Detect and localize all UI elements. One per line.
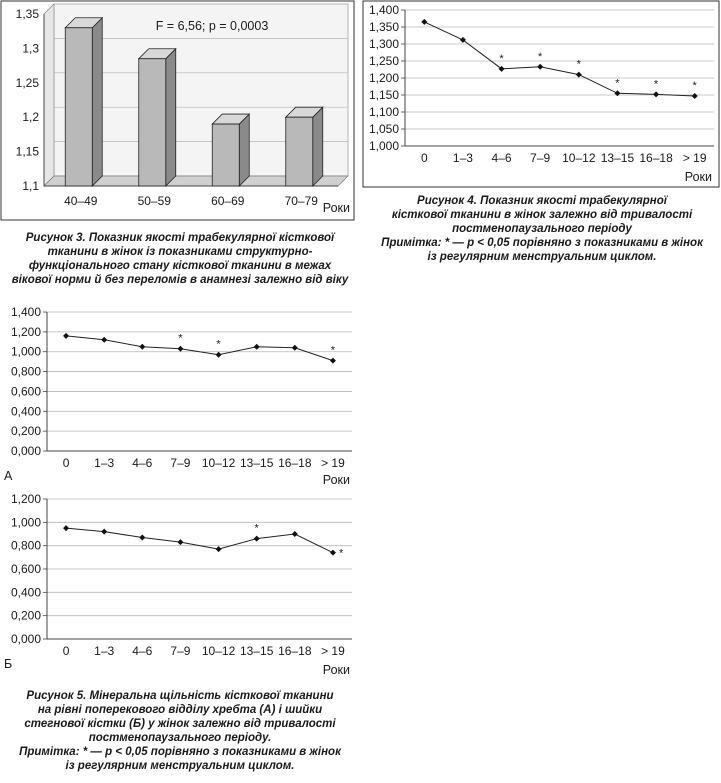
y-tick-label: 1,000 bbox=[10, 344, 41, 359]
chart-side-wall bbox=[44, 4, 54, 186]
y-tick-label: 0,600 bbox=[10, 562, 41, 576]
bar-side bbox=[313, 107, 323, 186]
caption-line: Рисунок 5. Мінеральна щільність кісткової тканини bbox=[26, 690, 334, 702]
caption-line: функціонального стану кісткової тканини в межах bbox=[28, 260, 332, 272]
x-tick-label: 16–18 bbox=[278, 456, 312, 470]
x-tick-label: 16–18 bbox=[639, 151, 673, 165]
y-tick-label: 1,050 bbox=[368, 122, 399, 136]
x-tick-label: > 19 bbox=[321, 644, 345, 658]
data-point bbox=[101, 337, 107, 343]
y-tick-label: 0,000 bbox=[10, 444, 41, 458]
data-point bbox=[177, 346, 183, 352]
x-tick-label: 40–49 bbox=[64, 194, 98, 208]
data-point bbox=[254, 536, 260, 542]
x-tick-label: 10–12 bbox=[201, 644, 236, 658]
caption-line: із регулярним менструальним циклом. bbox=[427, 251, 657, 263]
x-tick-label: 1–3 bbox=[94, 644, 115, 658]
data-point bbox=[292, 345, 298, 351]
significance-star: * bbox=[338, 547, 344, 560]
data-point bbox=[292, 531, 298, 537]
x-axis-label: Роки bbox=[322, 201, 350, 215]
caption-line: стегнової кістки (Б) у жінок залежно від тривалості bbox=[24, 718, 336, 730]
data-point bbox=[63, 333, 69, 339]
caption-line: Рисунок 4. Показник якості трабекулярної bbox=[417, 195, 667, 207]
panel-label: Б bbox=[4, 657, 13, 671]
y-tick-label: 1,400 bbox=[368, 3, 399, 17]
x-tick-label: 4–6 bbox=[132, 644, 153, 658]
y-tick-label: 1,200 bbox=[368, 71, 399, 85]
y-tick-label: 1,3 bbox=[22, 41, 39, 56]
figure-3-caption bbox=[0, 231, 360, 287]
y-tick-label: 1,25 bbox=[15, 75, 39, 90]
caption-line: вікової норми й без переломів в анамнезі залежно від віку bbox=[11, 274, 349, 286]
x-tick-label: 0 bbox=[62, 456, 70, 470]
figure-5-caption bbox=[0, 689, 360, 773]
x-tick-label: > 19 bbox=[321, 456, 345, 470]
y-tick-label: 0,000 bbox=[10, 632, 41, 646]
y-tick-label: 0,400 bbox=[10, 585, 41, 600]
y-tick-label: 1,15 bbox=[15, 144, 39, 159]
figure-5a-line-chart bbox=[0, 300, 360, 490]
bar bbox=[139, 59, 166, 186]
x-tick-label: 7–9 bbox=[530, 151, 551, 165]
figure-4-line-chart bbox=[362, 0, 720, 188]
caption-line: Примітка: * — р < 0,05 порівняно з показниками в жінок bbox=[19, 746, 341, 758]
x-tick-label: 16–18 bbox=[278, 644, 312, 658]
y-tick-label: 1,350 bbox=[368, 20, 399, 34]
y-tick-label: 0,800 bbox=[10, 364, 41, 379]
data-point bbox=[216, 546, 222, 552]
data-point bbox=[139, 535, 145, 541]
x-axis-label: Роки bbox=[322, 473, 350, 487]
chart-annotation: F = 6,56; p = 0,0003 bbox=[155, 19, 269, 33]
figure-3-bar-chart bbox=[0, 0, 356, 222]
caption-line: постменопаузального періоду. bbox=[88, 732, 272, 744]
caption-line: із регулярним менструальним циклом. bbox=[65, 760, 295, 772]
figure-5b-line-chart bbox=[0, 492, 360, 680]
y-tick-label: 1,35 bbox=[15, 7, 39, 21]
bar bbox=[286, 117, 313, 186]
caption-line: Примітка: * — р < 0,05 порівняно з показниками в жінок bbox=[381, 237, 703, 249]
data-point bbox=[139, 344, 145, 350]
caption-line: кісткової тканини в жінок залежно від тривалості bbox=[391, 209, 693, 221]
x-tick-label: 0 bbox=[62, 644, 70, 658]
caption-line: Рисунок 3. Показник якості трабекулярної кісткової bbox=[25, 232, 335, 244]
data-point bbox=[216, 352, 222, 358]
bar bbox=[65, 28, 92, 186]
significance-star: * bbox=[653, 78, 659, 91]
y-tick-label: 0,400 bbox=[10, 404, 41, 419]
x-tick-label: 50–59 bbox=[137, 194, 171, 208]
x-axis-label: Роки bbox=[322, 663, 350, 677]
x-tick-label: 7–9 bbox=[170, 644, 191, 658]
data-point bbox=[254, 344, 260, 350]
x-tick-label: 10–12 bbox=[562, 151, 596, 165]
x-tick-label: > 19 bbox=[682, 151, 707, 165]
x-tick-label: 4–6 bbox=[132, 456, 153, 470]
significance-star: * bbox=[538, 50, 543, 63]
x-tick-label: 13–15 bbox=[600, 151, 635, 165]
bar-side bbox=[239, 114, 249, 186]
bar bbox=[212, 124, 239, 186]
significance-star: * bbox=[692, 80, 697, 93]
significance-star: * bbox=[576, 58, 581, 71]
x-tick-label: 70–79 bbox=[284, 194, 318, 208]
x-tick-label: 60–69 bbox=[211, 194, 245, 208]
caption-line: постменопаузального періоду bbox=[452, 223, 632, 235]
y-tick-label: 1,400 bbox=[10, 305, 41, 319]
y-tick-label: 0,800 bbox=[10, 538, 41, 553]
caption-line: на рівні поперекового відділу хребта (А) і шийки bbox=[37, 704, 323, 716]
y-tick-label: 1,200 bbox=[10, 492, 41, 506]
data-point bbox=[330, 358, 336, 364]
x-tick-label: 4–6 bbox=[491, 151, 512, 165]
significance-star: * bbox=[254, 522, 259, 535]
x-tick-label: 1–3 bbox=[452, 151, 473, 165]
significance-star: * bbox=[615, 77, 620, 90]
significance-star: * bbox=[499, 52, 504, 65]
y-tick-label: 1,2 bbox=[22, 110, 39, 125]
y-tick-label: 1,000 bbox=[368, 139, 399, 153]
data-point bbox=[101, 529, 107, 535]
y-tick-label: 1,000 bbox=[10, 515, 41, 530]
panel-label: А bbox=[4, 469, 13, 483]
data-point bbox=[330, 550, 336, 556]
bar-side bbox=[92, 18, 102, 186]
y-tick-label: 1,150 bbox=[368, 88, 399, 102]
y-tick-label: 1,250 bbox=[368, 54, 399, 68]
y-tick-label: 1,1 bbox=[22, 179, 39, 193]
significance-star: * bbox=[330, 344, 336, 357]
x-tick-label: 13–15 bbox=[240, 456, 274, 470]
caption-line: тканини в жінок із показниками структурно- bbox=[47, 246, 313, 258]
data-point bbox=[63, 525, 69, 531]
x-axis-label: Роки bbox=[684, 170, 712, 184]
significance-star: * bbox=[178, 332, 183, 345]
x-tick-label: 7–9 bbox=[170, 456, 191, 470]
data-point bbox=[177, 539, 183, 545]
significance-star: * bbox=[216, 338, 221, 351]
x-tick-label: 13–15 bbox=[240, 644, 274, 658]
bar-side bbox=[166, 49, 176, 186]
y-tick-label: 1,100 bbox=[368, 105, 399, 119]
y-tick-label: 0,200 bbox=[10, 424, 41, 439]
y-tick-label: 0,600 bbox=[10, 384, 41, 399]
y-tick-label: 1,300 bbox=[368, 37, 399, 51]
x-tick-label: 0 bbox=[420, 151, 428, 165]
figure-4-caption bbox=[364, 194, 720, 264]
y-tick-label: 1,200 bbox=[10, 324, 41, 339]
y-tick-label: 0,200 bbox=[10, 608, 41, 623]
x-tick-label: 10–12 bbox=[201, 456, 236, 470]
x-tick-label: 1–3 bbox=[94, 456, 115, 470]
